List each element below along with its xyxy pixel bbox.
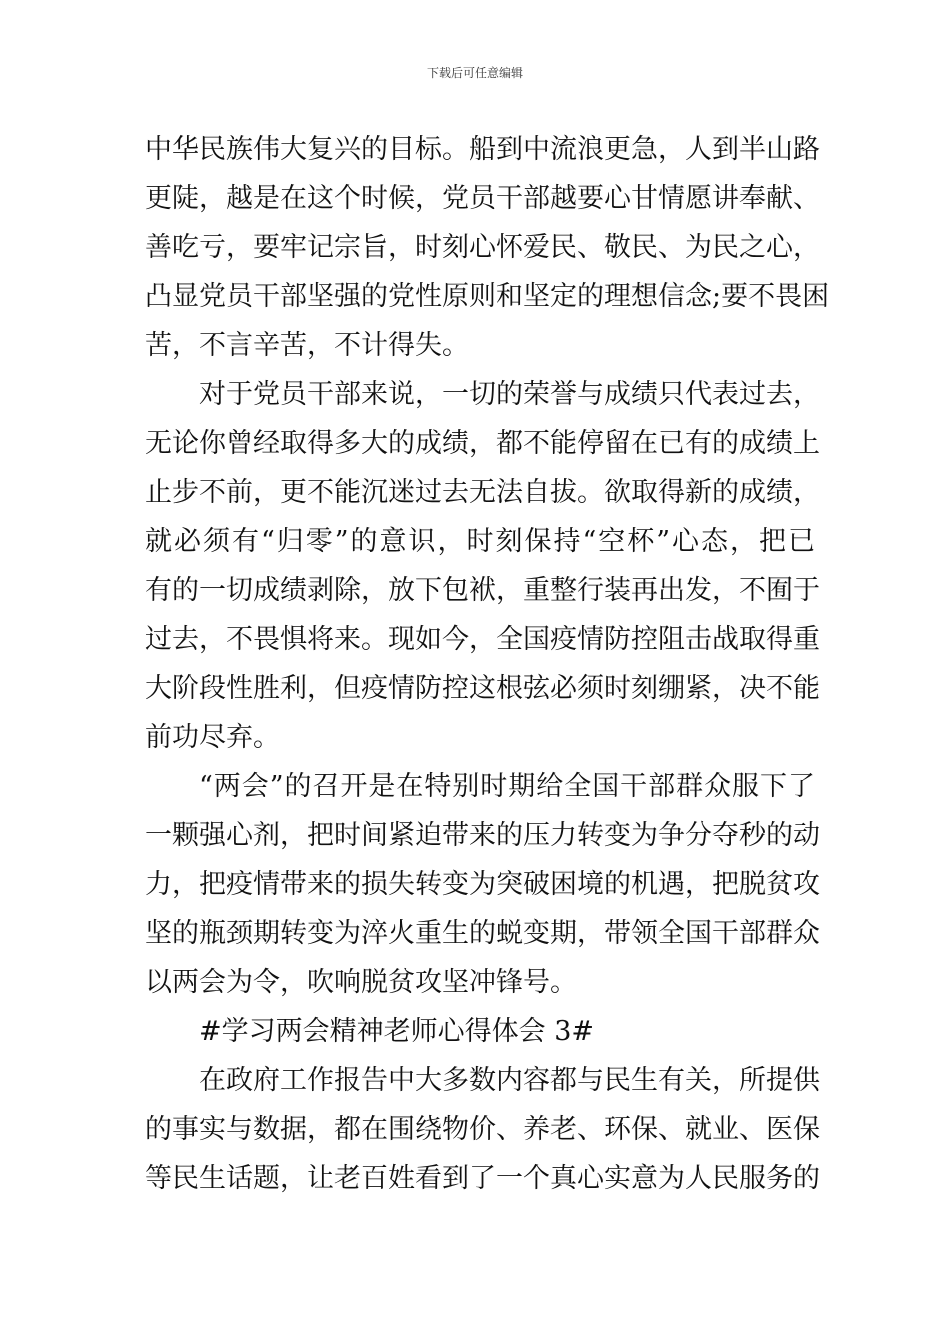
text-line: 力，把疫情带来的损失转变为突破困境的机遇，把脱贫攻: [145, 869, 820, 900]
document-body: [145, 125, 830, 1203]
text-line: 止步不前，更不能沉迷过去无法自拔。欲取得新的成绩，: [145, 477, 820, 508]
text-line: 以两会为令，吹响脱贫攻坚冲锋号。: [145, 967, 577, 998]
text-line: 过去，不畏惧将来。现如今，全国疫情防控阻击战取得重: [145, 624, 820, 655]
text-line: 对于党员干部来说，一切的荣誉与成绩只代表过去，: [199, 379, 820, 410]
text-line: 苦，不言辛苦，不计得失。: [145, 330, 469, 361]
page-header-note: 下载后可任意编辑: [426, 66, 523, 80]
text-line: 的事实与数据，都在围绕物价、养老、环保、就业、医保: [145, 1114, 820, 1145]
text-line: 更陡，越是在这个时候，党员干部越要心甘情愿讲奉献、: [145, 183, 820, 214]
text-line: 就必须有“归零”的意识，时刻保持“空杯”心态，把已: [145, 526, 815, 557]
text-line: 中华民族伟大复兴的目标。船到中流浪更急，人到半山路: [145, 134, 820, 165]
text-line: 大阶段性胜利，但疫情防控这根弦必须时刻绷紧，决不能: [145, 673, 820, 704]
text-line: 无论你曾经取得多大的成绩，都不能停留在已有的成绩上: [145, 428, 820, 459]
section-heading: #学习两会精神老师心得体会 3#: [199, 1016, 595, 1047]
text-line: 前功尽弃。: [145, 722, 280, 753]
text-line: “两会”的召开是在特别时期给全国干部群众服下了: [199, 771, 815, 802]
text-line: 坚的瓶颈期转变为淬火重生的蜕变期，带领全国干部群众: [145, 918, 820, 949]
text-line: 等民生话题，让老百姓看到了一个真心实意为人民服务的: [145, 1163, 820, 1194]
text-line: 有的一切成绩剥除，放下包袱，重整行装再出发，不囿于: [145, 575, 820, 606]
text-line: 一颗强心剂，把时间紧迫带来的压力转变为争分夺秒的动: [145, 820, 820, 851]
text-line: 凸显党员干部坚强的党性原则和坚定的理想信念;要不畏困: [145, 281, 830, 312]
text-line: 在政府工作报告中大多数内容都与民生有关，所提供: [199, 1065, 820, 1096]
text-line: 善吃亏，要牢记宗旨，时刻心怀爱民、敬民、为民之心，: [145, 232, 820, 263]
